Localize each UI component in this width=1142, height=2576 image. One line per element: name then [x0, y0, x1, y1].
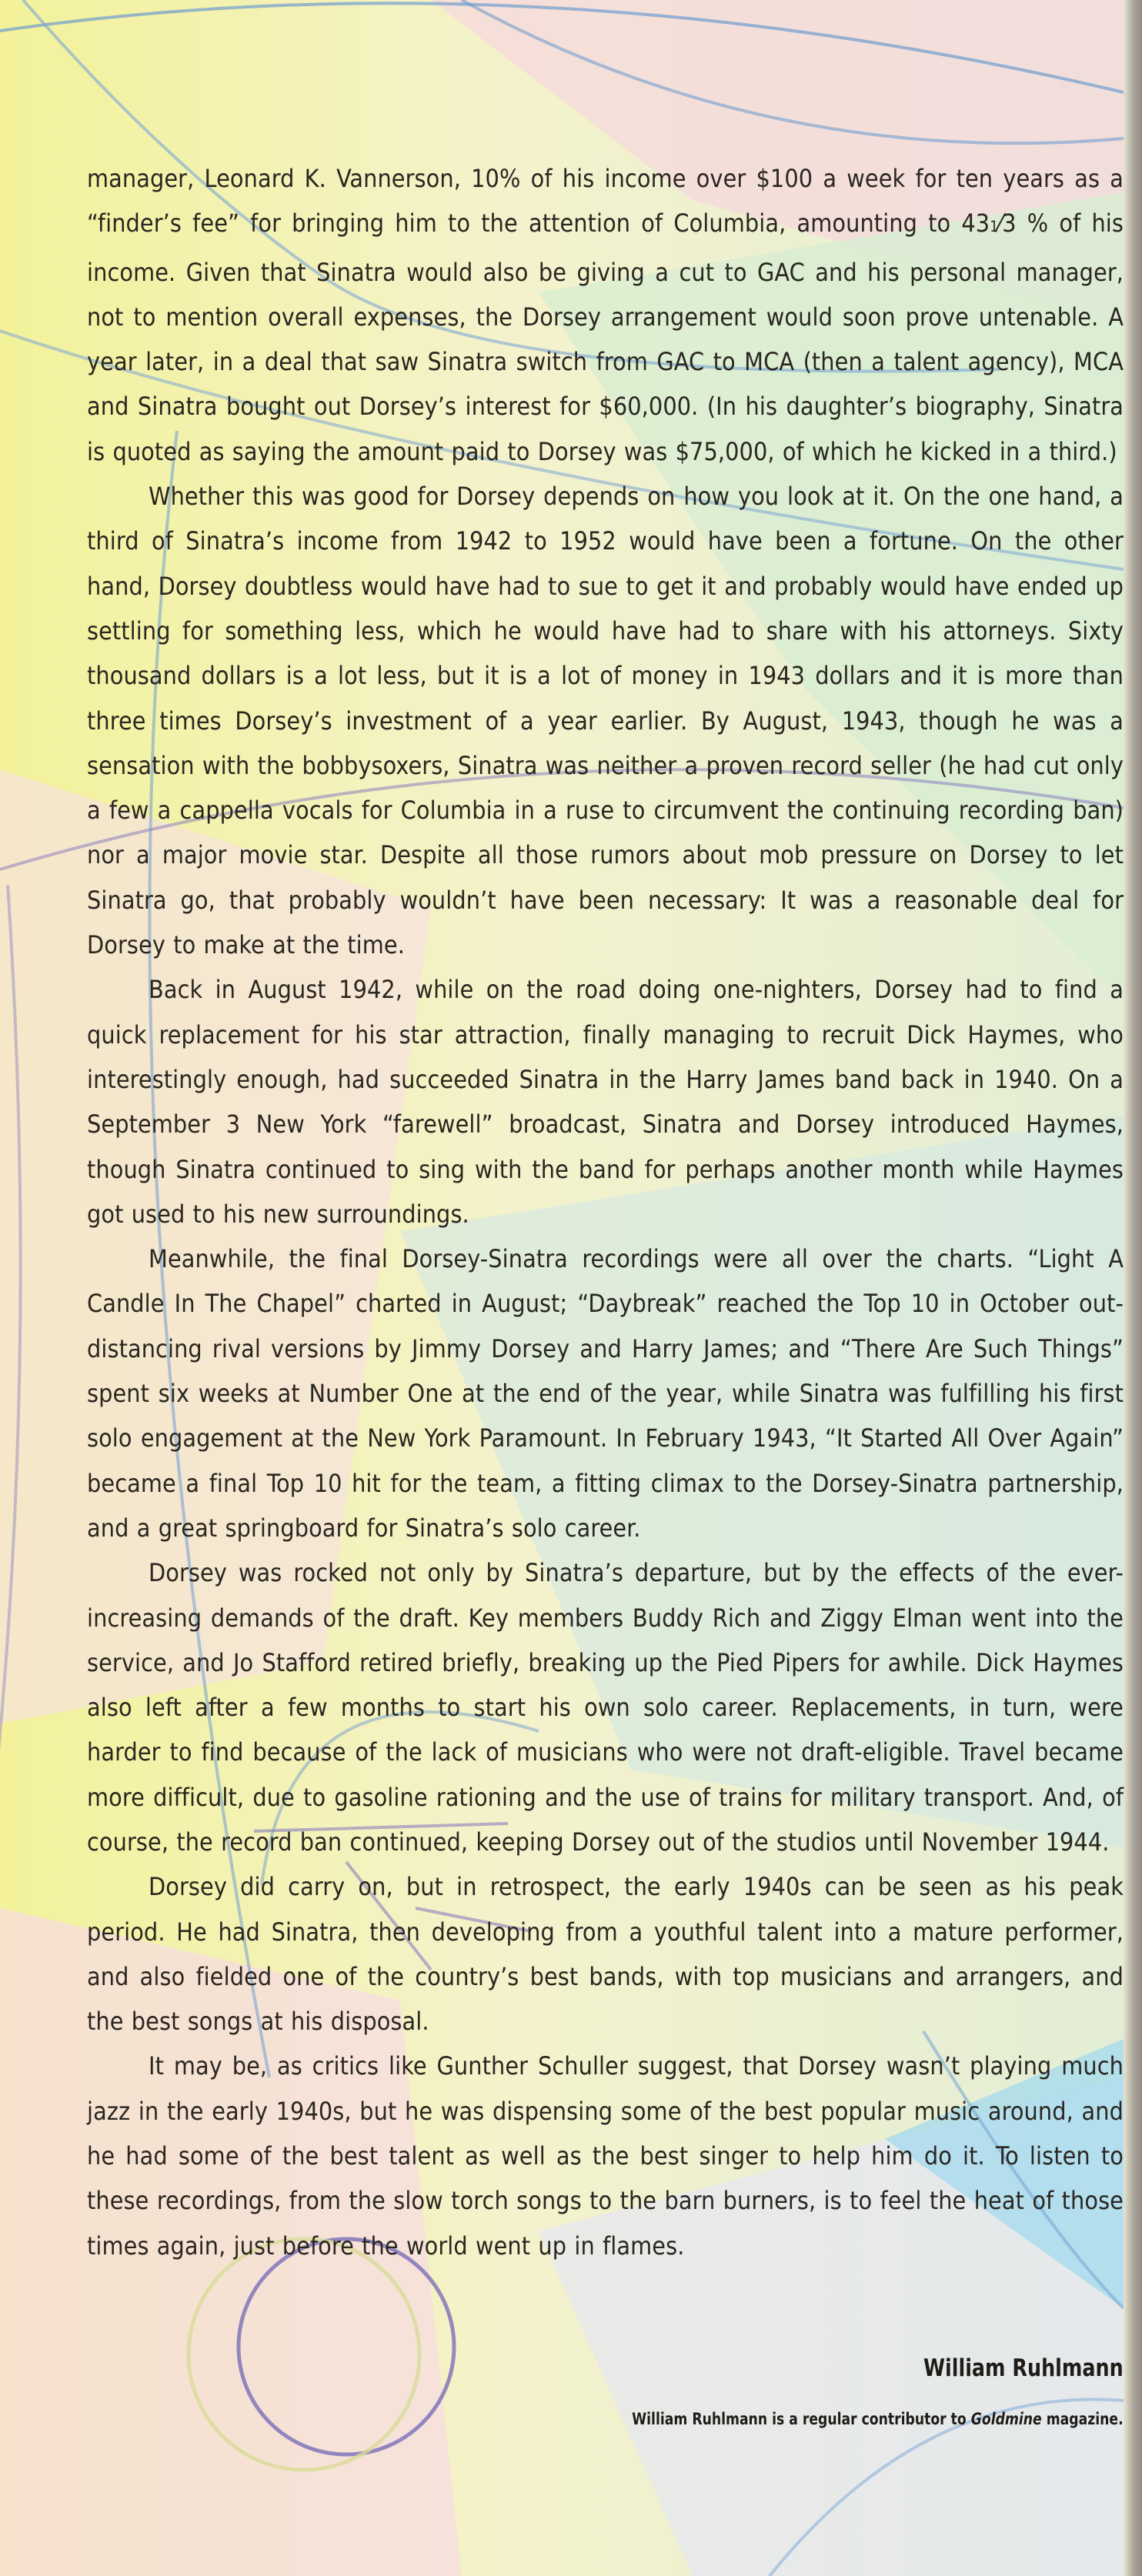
paragraph-6: Dorsey did carry on, but in retrospect, the early 1940s can be seen as his peak period. He had Sinatra, then developing from a youthful talent into a mature performer, and also fielded one of the country’s best bands, with top musicians and arrangers, and the best songs at his disposal.: [87, 1872, 1124, 2037]
paragraph-2: Whether this was good for Dorsey depends on how you look at it. On the one hand, a third of Sinatra’s income from 1942 to 1952 would have been a fortune. On the other hand, Dorsey doubtless would have had to sue to get it and probably would have ended up settling for something less, which he would have had to share with his attorneys. Sixty thousand dollars is a lot less, but it is a lot of money in 1943 dollars and it is more than three times Dorsey’s investment of a year earlier. By August, 1943, though he was a sensation with the bobbysoxers, Sinatra was neither a proven record seller (he had cut only a few a cappella vocals for Columbia in a ruse to circumvent the continuing recording ban) nor a major movie star. Despite all those rumors about mob pressure on Dorsey to let Sinatra go, that probably wouldn’t have been necessary: It was a reasonable deal for Dorsey to make at the time.: [87, 482, 1124, 960]
article-body: [87, 156, 1124, 2268]
paragraph-4: Meanwhile, the final Dorsey-Sinatra recordings were all over the charts. “Light A Candle In The Chapel” charted in August; “Daybreak” reached the Top 10 in October out-distancing rival versions by Jimmy Dorsey and Harry James; and “There Are Such Things” spent six weeks at Number One at the end of the year, while Sinatra was fulfilling his first solo engagement at the New York Paramount. In February 1943, “It Started All Over Again” became a final Top 10 hit for the team, a fitting climax to the Dorsey-Sinatra partnership, and a great springboard for Sinatra’s solo career.: [87, 1244, 1124, 1543]
page-binding-edge: [1124, 0, 1142, 2576]
author-credit: [633, 2410, 1124, 2428]
publication-name: Goldmine: [971, 2410, 1043, 2428]
paragraph-3: Back in August 1942, while on the road doing one-nighters, Dorsey had to find a quick replacement for his star attraction, finally managing to recruit Dick Haymes, who interestingly enough, had succeeded Sinatra in the Harry James band back in 1940. On a September 3 New York “farewell” broadcast, Sinatra and Dorsey introduced Haymes, though Sinatra continued to sing with the band for perhaps another month while Haymes got used to his new surroundings.: [87, 975, 1124, 1229]
paragraph-1-text-a: manager, Leonard K. Vannerson, 10% of his income over $100 a week for ten years as a “finder’s fee” for bringing him to the attention of Columbia, amounting to 43: [87, 164, 1124, 239]
paragraph-1-text-b: ⁄3 % of his income. Given that Sinatra would also be giving a cut to GAC and his personal manager, not to mention overall expenses, the Dorsey arrangement would soon prove untenable. A year later, in a deal that saw Sinatra switch from GAC to MCA (then a talent agency), MCA and Sinatra bought out Dorsey’s interest for $60,000. (In his daughter’s biography, Sinatra is quoted as saying the amount paid to Dorsey was $75,000, of which he kicked in a third.): [87, 209, 1124, 466]
credit-text: William Ruhlmann is a regular contributor to: [632, 2410, 972, 2428]
credit-suffix: magazine.: [1042, 2410, 1124, 2428]
fraction-numerator: 1: [990, 218, 999, 236]
author-byline: William Ruhlmann: [923, 2354, 1124, 2382]
paragraph-7: It may be, as critics like Gunther Schuller suggest, that Dorsey wasn’t playing much jazz in the early 1940s, but he was dispensing some of the best popular music around, and he had some of the best talent as well as the best singer to help him do it. To listen to these recordings, from the slow torch songs to the barn burners, is to feel the heat of those times again, just before the world went up in flames.: [87, 2051, 1124, 2261]
paragraph-5: Dorsey was rocked not only by Sinatra’s departure, but by the effects of the ever-increasing demands of the draft. Key members Buddy Rich and Ziggy Elman went into the service, and Jo Stafford retired briefly, breaking up the Pied Pipers for awhile. Dick Haymes also left after a few months to start his own solo career. Replacements, in turn, were harder to find because of the lack of musicians who were not draft-eligible. Travel became more difficult, due to gasoline rationing and the use of trains for military transport. And, of course, the record ban continued, keeping Dorsey out of the studios until November 1944.: [87, 1558, 1124, 1857]
paragraph-1: [87, 156, 1124, 474]
